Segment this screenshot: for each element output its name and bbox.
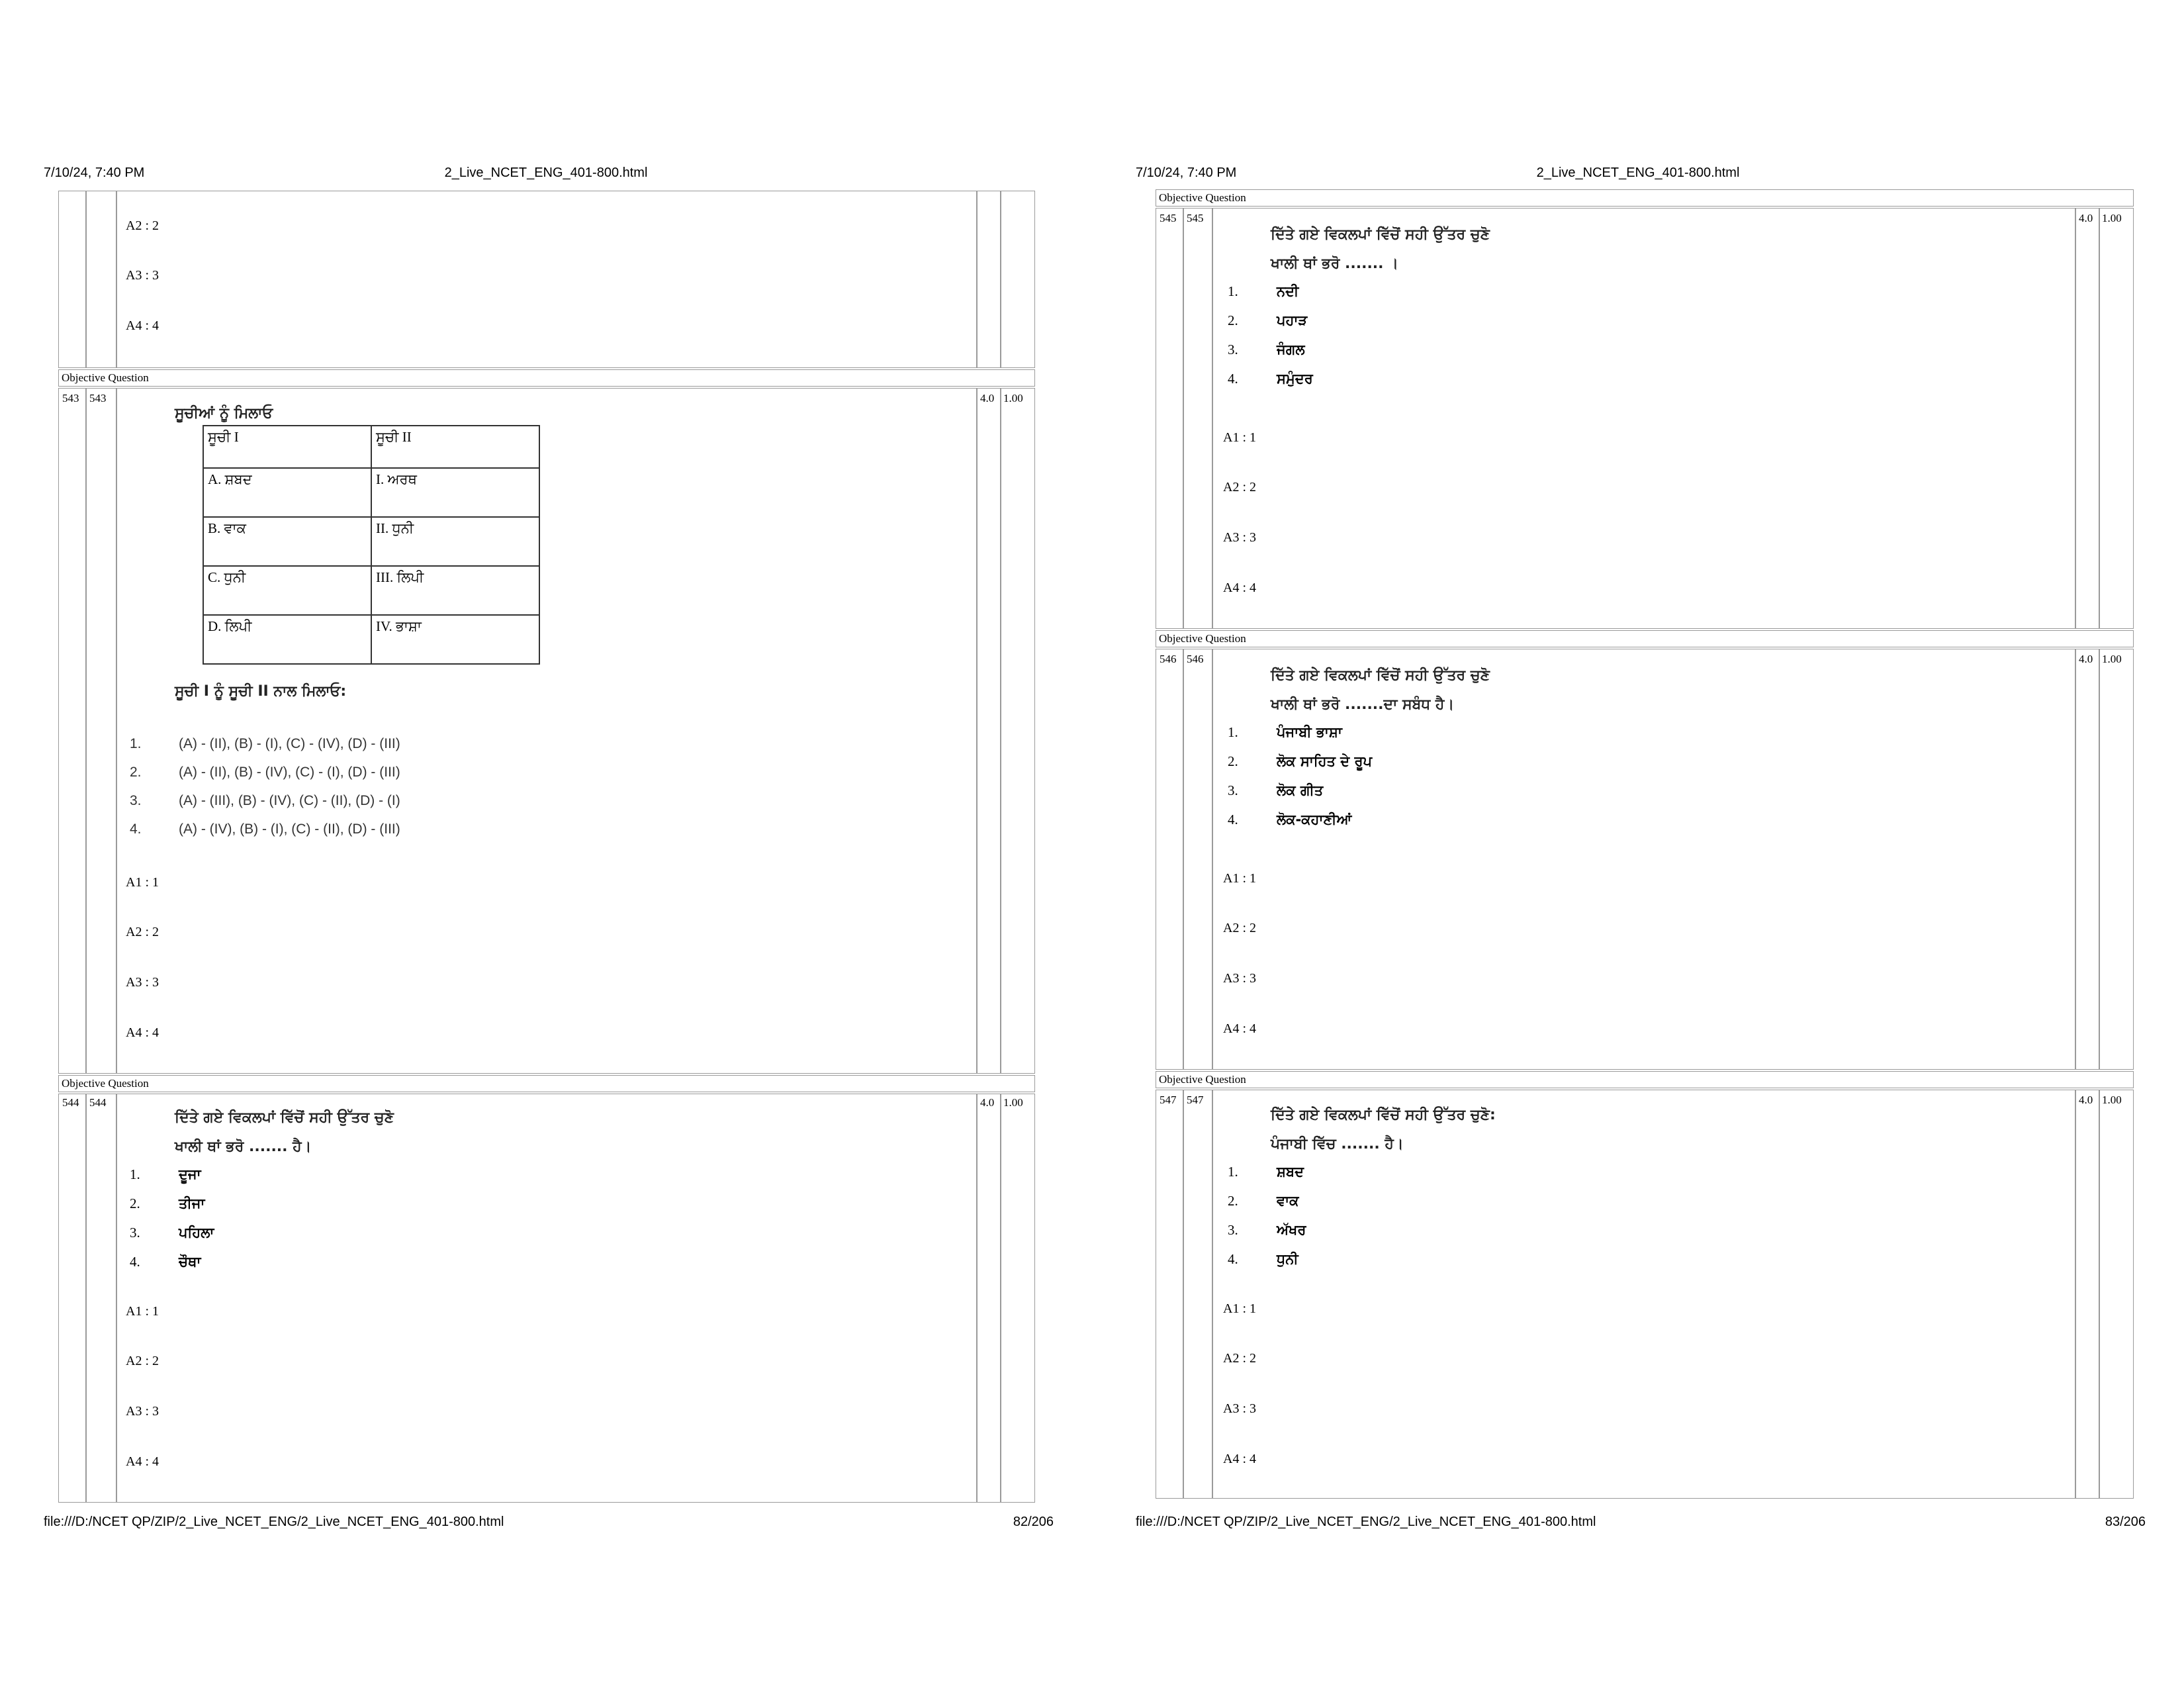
choice-number: 3. bbox=[1228, 342, 1238, 357]
col-divider bbox=[977, 191, 1001, 368]
choice-2 bbox=[1228, 753, 1372, 770]
choice-number: 3. bbox=[1228, 782, 1238, 798]
col-marks bbox=[2075, 649, 2099, 1070]
answer-label: A2 : 2 bbox=[1223, 921, 1256, 935]
table-cell: III. ਲਿਪੀ bbox=[371, 566, 539, 615]
choice-text: (A) - (II), (B) - (I), (C) - (IV), (D) - (III) bbox=[179, 736, 400, 751]
answer-label: A2 : 2 bbox=[1223, 480, 1256, 494]
choice-number: 4. bbox=[130, 1254, 140, 1270]
question-number: 547 bbox=[1160, 1094, 1177, 1106]
section-label: Objective Question bbox=[1156, 1071, 2134, 1088]
choice-text: ਅੱਖਰ bbox=[1277, 1222, 1306, 1238]
answer-label: A2 : 2 bbox=[1223, 1351, 1256, 1366]
col-divider bbox=[86, 191, 116, 368]
choice-number: 2. bbox=[1228, 1193, 1238, 1209]
question-stem: ਸੂਚੀਆਂ ਨੂੰ ਮਿਲਾਓ bbox=[175, 405, 273, 422]
choice-text: ਤੀਜਾ bbox=[179, 1196, 205, 1211]
choice-text: ਧੁਨੀ bbox=[1277, 1251, 1298, 1267]
choice-number: 2. bbox=[130, 765, 142, 780]
choice-number: 4. bbox=[130, 821, 142, 837]
answer-label: A1 : 1 bbox=[1223, 871, 1256, 886]
choice-number: 4. bbox=[1228, 812, 1238, 827]
answer-label: A3 : 3 bbox=[1223, 530, 1256, 545]
choice-3 bbox=[130, 1225, 214, 1241]
choice-number: 2. bbox=[1228, 312, 1238, 328]
table-header-cell: ਸੂਚੀ I bbox=[203, 426, 371, 468]
question-id: 546 bbox=[1187, 653, 1204, 665]
choice-text: ਨਦੀ bbox=[1277, 283, 1299, 299]
question-stem: ਦਿੱਤੇ ਗਏ ਵਿਕਲਪਾਂ ਵਿੱਚੋਂ ਸਹੀ ਉੱਤਰ ਚੁਣੋ bbox=[175, 1109, 394, 1126]
print-footer-path: file:///D:/NCET QP/ZIP/2_Live_NCET_ENG/2_Live_NCET_ENG_401-800.html bbox=[44, 1515, 504, 1529]
question-marks: 4.0 bbox=[2079, 212, 2093, 224]
col-number bbox=[1156, 649, 1183, 1070]
col-id bbox=[1183, 208, 1212, 629]
question-id: 547 bbox=[1187, 1094, 1204, 1106]
table-cell: I. ਅਰਥ bbox=[371, 468, 539, 517]
negative-marks: 1.00 bbox=[1003, 392, 1023, 404]
choice-3 bbox=[1228, 342, 1305, 358]
col-marks bbox=[977, 1094, 1001, 1503]
question-marks: 4.0 bbox=[2079, 653, 2093, 665]
print-date: 7/10/24, 7:40 PM bbox=[44, 165, 145, 180]
choice-1 bbox=[1228, 1164, 1304, 1180]
print-date: 7/10/24, 7:40 PM bbox=[1136, 165, 1237, 180]
question-stem: ਦਿੱਤੇ ਗਏ ਵਿਕਲਪਾਂ ਵਿੱਚੋਂ ਸਹੀ ਉੱਤਰ ਚੁਣੋ bbox=[1271, 226, 1490, 243]
choice-3 bbox=[1228, 1222, 1306, 1239]
question-stem-line2: ਖਾਲੀ ਥਾਂ ਭਰੋ ....... ਹੈ। bbox=[175, 1139, 312, 1155]
print-title: 2_Live_NCET_ENG_401-800.html bbox=[1536, 165, 1740, 180]
negative-marks: 1.00 bbox=[1003, 1096, 1023, 1109]
answer-label: A3 : 3 bbox=[126, 1404, 159, 1419]
choice-4 bbox=[1228, 812, 1351, 828]
choice-1 bbox=[130, 1166, 201, 1183]
question-stem-line2: ਖਾਲੀ ਥਾਂ ਭਰੋ ....... । bbox=[1271, 256, 1399, 272]
answer-label: A4 : 4 bbox=[126, 318, 159, 333]
choice-2 bbox=[130, 765, 400, 780]
choice-4 bbox=[130, 821, 400, 837]
question-stem: ਦਿੱਤੇ ਗਏ ਵਿਕਲਪਾਂ ਵਿੱਚੋਂ ਸਹੀ ਉੱਤਰ ਚੁਣੋ: bbox=[1271, 1107, 1496, 1123]
col-marks bbox=[977, 388, 1001, 1074]
choice-number: 1. bbox=[1228, 283, 1238, 299]
choice-text: ਪਹਿਲਾ bbox=[179, 1225, 214, 1241]
answer-label: A2 : 2 bbox=[126, 925, 159, 939]
choice-3 bbox=[130, 793, 400, 809]
col-id bbox=[86, 388, 116, 1074]
choice-1 bbox=[1228, 283, 1298, 300]
answer-label: A1 : 1 bbox=[1223, 430, 1256, 445]
question-id: 545 bbox=[1187, 212, 1204, 224]
question-marks: 4.0 bbox=[980, 392, 995, 404]
choice-number: 3. bbox=[130, 793, 142, 808]
table-cell: D. ਲਿਪੀ bbox=[203, 615, 371, 664]
choice-number: 2. bbox=[1228, 753, 1238, 769]
print-footer-path: file:///D:/NCET QP/ZIP/2_Live_NCET_ENG/2_Live_NCET_ENG_401-800.html bbox=[1136, 1515, 1596, 1529]
answer-label: A3 : 3 bbox=[126, 268, 159, 283]
page-number: 83/206 bbox=[2105, 1515, 2146, 1529]
section-label: Objective Question bbox=[1156, 189, 2134, 207]
table-cell: B. ਵਾਕ bbox=[203, 517, 371, 566]
table-cell: A. ਸ਼ਬਦ bbox=[203, 468, 371, 517]
table-cell: C. ਧੁਨੀ bbox=[203, 566, 371, 615]
choice-4 bbox=[1228, 1251, 1298, 1268]
question-id: 543 bbox=[89, 392, 107, 404]
choice-number: 1. bbox=[130, 1166, 140, 1182]
col-number bbox=[58, 1094, 86, 1503]
col-id bbox=[1183, 649, 1212, 1070]
answer-label: A3 : 3 bbox=[126, 975, 159, 990]
table-cell: II. ਧੁਨੀ bbox=[371, 517, 539, 566]
col-divider bbox=[58, 191, 86, 368]
question-marks: 4.0 bbox=[2079, 1094, 2093, 1106]
col-id bbox=[1183, 1090, 1212, 1499]
choice-text: ਲੋਕ ਗੀਤ bbox=[1277, 782, 1324, 798]
col-negative bbox=[2099, 649, 2134, 1070]
choice-text: ਸ਼ਬਦ bbox=[1277, 1164, 1304, 1180]
table-row bbox=[203, 426, 539, 468]
section-label: Objective Question bbox=[58, 1075, 1035, 1092]
answer-label: A1 : 1 bbox=[126, 1304, 159, 1319]
question-stem: ਦਿੱਤੇ ਗਏ ਵਿਕਲਪਾਂ ਵਿੱਚੋਂ ਸਹੀ ਉੱਤਰ ਚੁਣੋ bbox=[1271, 667, 1490, 684]
choice-2 bbox=[1228, 312, 1307, 329]
negative-marks: 1.00 bbox=[2102, 1094, 2122, 1106]
choice-text: ਪੰਜਾਬੀ ਭਾਸ਼ਾ bbox=[1277, 724, 1342, 740]
choice-number: 1. bbox=[130, 736, 142, 751]
choice-3 bbox=[1228, 782, 1323, 799]
negative-marks: 1.00 bbox=[2102, 653, 2122, 665]
choice-text: ਲੋਕ ਸਾਹਿਤ ਦੇ ਰੂਪ bbox=[1277, 753, 1373, 769]
question-instruction: ਸੂਚੀ I ਨੂੰ ਸੂਚੀ II ਨਾਲ ਮਿਲਾਓ: bbox=[175, 683, 347, 700]
col-content bbox=[116, 191, 977, 368]
col-divider bbox=[1001, 191, 1035, 368]
answer-label: A4 : 4 bbox=[1223, 1452, 1256, 1466]
choice-text: ਲੋਕ-ਕਹਾਣੀਆਂ bbox=[1277, 812, 1352, 827]
choice-number: 3. bbox=[130, 1225, 140, 1241]
col-negative bbox=[1001, 1094, 1035, 1503]
choice-text: ਦੂਜਾ bbox=[179, 1166, 201, 1182]
answer-label: A4 : 4 bbox=[1223, 1021, 1256, 1036]
choice-text: (A) - (III), (B) - (IV), (C) - (II), (D) - (I) bbox=[179, 793, 400, 808]
table-row bbox=[203, 468, 539, 517]
choice-text: ਚੌਥਾ bbox=[179, 1254, 201, 1270]
choice-1 bbox=[130, 736, 400, 752]
question-number: 546 bbox=[1160, 653, 1177, 665]
col-number bbox=[1156, 208, 1183, 629]
match-table bbox=[203, 425, 540, 665]
choice-number: 3. bbox=[1228, 1222, 1238, 1238]
col-marks bbox=[2075, 208, 2099, 629]
question-number: 544 bbox=[62, 1096, 79, 1109]
col-number bbox=[1156, 1090, 1183, 1499]
choice-text: ਵਾਕ bbox=[1277, 1193, 1299, 1209]
table-header-cell: ਸੂਚੀ II bbox=[371, 426, 539, 468]
section-label: Objective Question bbox=[58, 369, 1035, 387]
choice-4 bbox=[130, 1254, 201, 1270]
answer-label: A3 : 3 bbox=[1223, 1401, 1256, 1416]
choice-text: ਸਮੁੰਦਰ bbox=[1277, 371, 1313, 387]
answer-label: A1 : 1 bbox=[126, 875, 159, 890]
pdf-page-right bbox=[1092, 0, 2184, 1688]
table-row bbox=[203, 566, 539, 615]
choice-number: 4. bbox=[1228, 371, 1238, 387]
answer-label: A4 : 4 bbox=[126, 1025, 159, 1040]
question-id: 544 bbox=[89, 1096, 107, 1109]
answer-label: A4 : 4 bbox=[1223, 581, 1256, 595]
answer-label: A2 : 2 bbox=[126, 1354, 159, 1368]
choice-text: ਪਹਾੜ bbox=[1277, 312, 1308, 328]
table-row bbox=[203, 517, 539, 566]
answer-label: A1 : 1 bbox=[1223, 1301, 1256, 1316]
page-number: 82/206 bbox=[1013, 1515, 1054, 1529]
choice-text: ਜੰਗਲ bbox=[1277, 342, 1305, 357]
choice-text: (A) - (IV), (B) - (I), (C) - (II), (D) - (III) bbox=[179, 821, 400, 837]
choice-number: 1. bbox=[1228, 724, 1238, 740]
choice-2 bbox=[130, 1196, 205, 1212]
choice-number: 4. bbox=[1228, 1251, 1238, 1267]
answer-label: A4 : 4 bbox=[126, 1454, 159, 1469]
negative-marks: 1.00 bbox=[2102, 212, 2122, 224]
print-title: 2_Live_NCET_ENG_401-800.html bbox=[444, 165, 648, 180]
answer-label: A2 : 2 bbox=[126, 218, 159, 233]
table-cell: IV. ਭਾਸ਼ਾ bbox=[371, 615, 539, 664]
col-negative bbox=[1001, 388, 1035, 1074]
choice-1 bbox=[1228, 724, 1342, 741]
question-number: 545 bbox=[1160, 212, 1177, 224]
col-negative bbox=[2099, 208, 2134, 629]
choice-number: 1. bbox=[1228, 1164, 1238, 1180]
choice-number: 2. bbox=[130, 1196, 140, 1211]
question-stem-line2: ਪੰਜਾਬੀ ਵਿੱਚ ....... ਹੈ। bbox=[1271, 1136, 1404, 1152]
col-negative bbox=[2099, 1090, 2134, 1499]
col-number bbox=[58, 388, 86, 1074]
choice-2 bbox=[1228, 1193, 1298, 1209]
section-label: Objective Question bbox=[1156, 630, 2134, 647]
col-marks bbox=[2075, 1090, 2099, 1499]
question-number: 543 bbox=[62, 392, 79, 404]
choice-4 bbox=[1228, 371, 1313, 387]
col-id bbox=[86, 1094, 116, 1503]
table-row bbox=[203, 615, 539, 664]
answer-label: A3 : 3 bbox=[1223, 971, 1256, 986]
question-stem-line2: ਖਾਲੀ ਥਾਂ ਭਰੋ .......ਦਾ ਸਬੰਧ ਹੈ। bbox=[1271, 696, 1455, 713]
question-marks: 4.0 bbox=[980, 1096, 995, 1109]
choice-text: (A) - (II), (B) - (IV), (C) - (I), (D) - (III) bbox=[179, 765, 400, 780]
